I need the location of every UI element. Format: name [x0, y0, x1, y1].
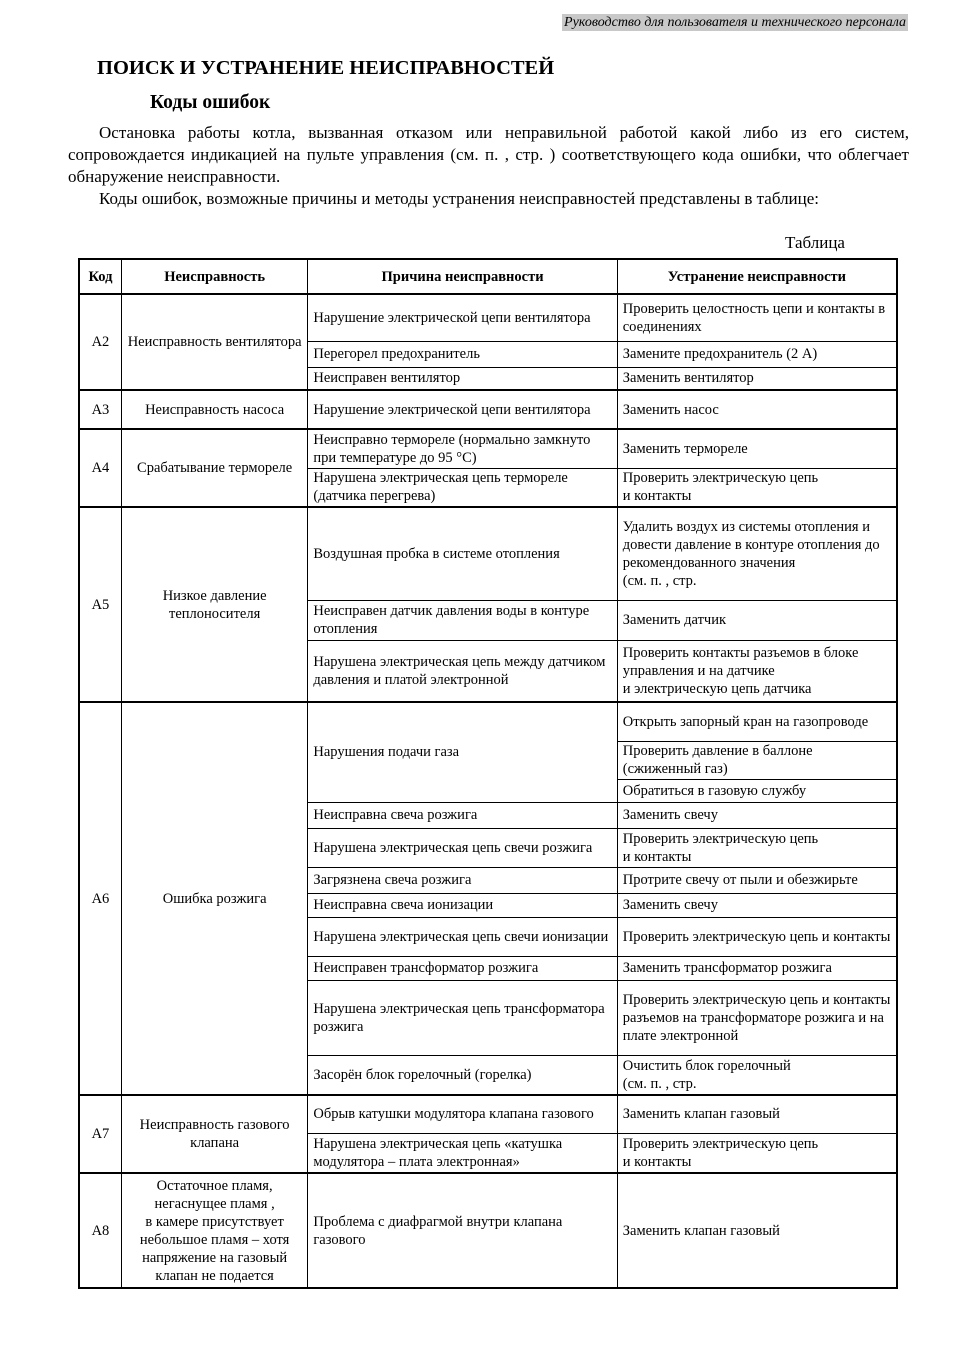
fault-remedy: Проверить электрическую цепь и контакты	[617, 917, 897, 956]
error-group-4	[79, 702, 897, 1095]
fault-description: Срабатывание термореле	[121, 429, 307, 507]
fault-remedy: Проверить давление в баллоне (сжиженный газ)	[617, 741, 897, 779]
fault-remedy: Проверить электрическую цепь и контакты разъемов на трансформаторе розжига и на плате электронной	[617, 980, 897, 1055]
fault-cause: Засорён блок горелочный (горелка)	[308, 1055, 617, 1095]
header-cause: Причина неисправности	[308, 259, 617, 294]
fault-cause: Обрыв катушки модулятора клапана газового	[308, 1095, 617, 1133]
fault-remedy: Проверить электрическую цепь и контакты	[617, 1133, 897, 1173]
error-group-0	[79, 294, 897, 390]
fault-remedy: Заменить клапан газовый	[617, 1095, 897, 1133]
fault-remedy: Заменить свечу	[617, 802, 897, 828]
error-group-5	[79, 1095, 897, 1173]
fault-remedy: Заменить трансформатор розжига	[617, 956, 897, 980]
fault-remedy: Проверить контакты разъемов в блоке управления и на датчике и электрическую цепь датчика	[617, 640, 897, 702]
fault-cause: Неисправен датчик давления воды в контуре отопления	[308, 600, 617, 640]
table-row	[79, 294, 897, 341]
fault-description: Низкое давление теплоносителя	[121, 507, 307, 702]
fault-remedy: Заменить термореле	[617, 429, 897, 468]
fault-cause: Воздушная пробка в системе отопления	[308, 507, 617, 600]
table-row	[79, 507, 897, 600]
fault-remedy: Протрите свечу от пыли и обезжирьте	[617, 867, 897, 893]
fault-remedy: Проверить электрическую цепь и контакты	[617, 468, 897, 507]
error-codes-table	[78, 258, 898, 1289]
fault-cause: Нарушена электрическая цепь свечи розжига	[308, 828, 617, 867]
error-code: А8	[79, 1173, 121, 1288]
fault-cause: Проблема с диафрагмой внутри клапана газового	[308, 1173, 617, 1288]
error-code: А6	[79, 702, 121, 1095]
error-code: А2	[79, 294, 121, 390]
error-group-1	[79, 390, 897, 429]
table-row	[79, 702, 897, 741]
section-title: Коды ошибок	[150, 92, 271, 113]
error-group-3	[79, 507, 897, 702]
fault-description: Неисправность насоса	[121, 390, 307, 429]
fault-cause: Неисправна свеча ионизации	[308, 893, 617, 917]
intro-paragraph-2: Коды ошибок, возможные причины и методы устранения неисправностей представлены в таблице:	[99, 189, 820, 208]
fault-remedy: Проверить электрическую цепь и контакты	[617, 828, 897, 867]
table-header-row	[79, 259, 897, 294]
error-code: А3	[79, 390, 121, 429]
header-fault: Неисправность	[121, 259, 307, 294]
page-title: ПОИСК И УСТРАНЕНИЕ НЕИСПРАВНОСТЕЙ	[97, 57, 555, 79]
fault-remedy: Обратиться в газовую службу	[617, 779, 897, 802]
fault-cause: Неисправен вентилятор	[308, 367, 617, 390]
fault-cause: Нарушение электрической цепи вентилятора	[308, 294, 617, 341]
table-row	[79, 429, 897, 468]
fault-cause: Нарушена электрическая цепь трансформатора розжига	[308, 980, 617, 1055]
header-fix: Устранение неисправности	[617, 259, 897, 294]
fault-remedy: Заменить свечу	[617, 893, 897, 917]
table-row	[79, 390, 897, 429]
fault-cause: Нарушена электрическая цепь между датчиком давления и платой электронной	[308, 640, 617, 702]
error-group-2	[79, 429, 897, 507]
fault-remedy: Заменить клапан газовый	[617, 1173, 897, 1288]
table-row	[79, 1095, 897, 1133]
fault-cause: Нарушение электрической цепи вентилятора	[308, 390, 617, 429]
fault-remedy: Заменить вентилятор	[617, 367, 897, 390]
fault-remedy: Замените предохранитель (2 А)	[617, 341, 897, 367]
error-code: А7	[79, 1095, 121, 1173]
fault-remedy: Заменить датчик	[617, 600, 897, 640]
fault-remedy: Удалить воздух из системы отопления и довести давление в контуре отопления до рекомендованного значения (см. п. , стр.	[617, 507, 897, 600]
header-code: Код	[79, 259, 121, 294]
table-caption: Таблица	[785, 233, 845, 252]
fault-description: Ошибка розжига	[121, 702, 307, 1095]
fault-cause: Загрязнена свеча розжига	[308, 867, 617, 893]
fault-cause: Неисправна свеча розжига	[308, 802, 617, 828]
fault-remedy: Очистить блок горелочный (см. п. , стр.	[617, 1055, 897, 1095]
fault-description: Остаточное пламя, негаснущее пламя , в камере присутствует небольшое пламя – хотя напряжение на газовый клапан не подается	[121, 1173, 307, 1288]
intro-paragraph-1: Остановка работы котла, вызванная отказом или неправильной работой какой либо из его систем, сопровождается индикацией на пульте управления (см. п. , стр. ) соответствующего кода ошибки, что облегчает обнаружение неисправности.	[68, 123, 909, 186]
error-code: А4	[79, 429, 121, 507]
error-group-6	[79, 1173, 897, 1288]
fault-cause: Неисправен трансформатор розжига	[308, 956, 617, 980]
table-row	[79, 1173, 897, 1288]
fault-description: Неисправность вентилятора	[121, 294, 307, 390]
running-header: Руководство для пользователя и технического персонала	[564, 15, 906, 30]
fault-remedy: Проверить целостность цепи и контакты в соединениях	[617, 294, 897, 341]
fault-cause: Неисправно термореле (нормально замкнуто при температуре до 95 °С)	[308, 429, 617, 468]
intro-text	[68, 122, 909, 210]
fault-remedy: Заменить насос	[617, 390, 897, 429]
fault-cause: Перегорел предохранитель	[308, 341, 617, 367]
fault-cause: Нарушена электрическая цепь «катушка модулятора – плата электронная»	[308, 1133, 617, 1173]
fault-description: Неисправность газового клапана	[121, 1095, 307, 1173]
fault-remedy: Открыть запорный кран на газопроводе	[617, 702, 897, 741]
fault-cause: Нарушения подачи газа	[308, 702, 617, 802]
fault-cause: Нарушена электрическая цепь термореле (датчика перегрева)	[308, 468, 617, 507]
fault-cause: Нарушена электрическая цепь свечи ионизации	[308, 917, 617, 956]
error-code: А5	[79, 507, 121, 702]
